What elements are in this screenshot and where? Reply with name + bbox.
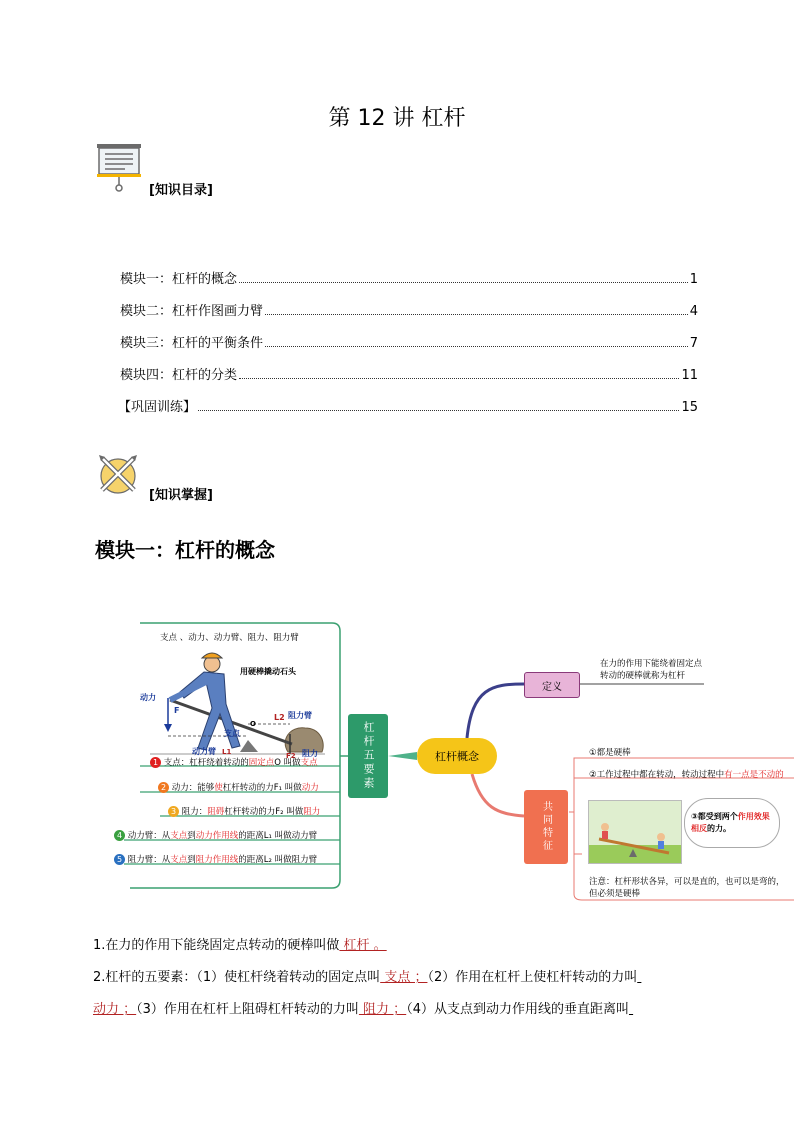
item-highlight: 阻力作用线 [195,855,239,865]
item-text: 阻力臂：从 [127,855,171,865]
item-number-badge: 1 [150,757,161,768]
item-highlight: 使 [214,783,223,793]
image-caption: 用硬棒撬动石头 [240,667,296,676]
item-highlight: 固定点 [248,758,275,768]
toc-leader [265,313,688,315]
answer-blank[interactable]: 杠杆 。 [339,938,387,953]
item-text: 到 [187,855,196,865]
item-text: 到 [187,831,196,841]
element-item-4 [114,829,317,841]
question-text: 2.杠杆的五要素：（1）使杠杆绕着转动的固定点叫 [93,970,381,985]
toc-label: 模块二：杠杆作图画力臂 [120,304,264,319]
item-text: 的距离L₁ 叫做动力臂 [238,831,318,841]
toc-leader [239,377,679,379]
item-number-badge: 4 [114,830,125,841]
item-number-badge: 2 [158,782,169,793]
toc-item[interactable] [120,268,698,287]
item-text: 动力：能够 [171,783,215,793]
item-text: 的距离L₂ 叫做阻力臂 [238,855,318,865]
seesaw-illustration [588,800,682,864]
item-highlight: 动力作用线 [195,831,239,841]
toc-page: 1 [689,272,698,287]
toc-item[interactable] [120,364,698,383]
item-text: 杠杆转动的力F₁ 叫做 [222,783,302,793]
item-highlight: 阻力 [303,807,321,817]
catalog-label: [知识目录] [149,183,213,198]
question-2-cont [93,998,633,1017]
label-F2: F2 [286,752,296,760]
item-highlight: 支点 [170,831,188,841]
center-node: 杠杆概念 [417,738,497,774]
page-title: 第 12 讲 杠杆 [328,106,466,131]
note-text: 注意：杠杆形状各异，可以是直的，也可以是弯的，但必须是硬棒 [589,877,785,899]
toc-page: 15 [681,400,698,415]
toc-page: 4 [689,304,698,319]
label-O: O [250,720,256,728]
item-highlight: 支点 [300,758,318,768]
question-text: 1.在力的作用下能绕固定点转动的硬棒叫做 [93,938,340,953]
element-item-5 [114,853,317,865]
item-highlight: 阻碍 [207,807,225,817]
common-features-box: 共同特征 [524,790,568,864]
toc-leader [265,345,688,347]
item-text: O 叫做 [274,758,301,768]
feature-text: ③都受到两个 [691,812,738,821]
toc-leader [198,409,679,411]
element-item-1 [150,756,318,768]
question-1 [93,934,387,953]
toc-page: 7 [689,336,698,351]
label-F1: F [174,706,180,715]
answer-blank[interactable]: 阻力 ； [358,1002,407,1017]
presentation-board-icon [95,142,143,196]
toc-page: 11 [681,368,698,383]
feature-1: ①都是硬棒 [589,748,631,758]
toc-label: 【巩固训练】 [118,400,197,415]
knowledge-label: [知识掌握] [149,488,213,503]
definition-box: 定义 [524,672,580,698]
answer-blank[interactable]: 支点 ； [380,970,428,985]
label-fulcrum: 支点 [224,729,240,738]
toc-label: 模块一：杠杆的概念 [120,272,238,287]
blank-underline [637,970,641,985]
item-text: 支点：杠杆绕着转动的 [163,758,249,768]
toc-leader [239,281,688,283]
feature-highlight: 有一点是不动的 [724,770,784,780]
toc-item[interactable] [118,396,698,415]
mindmap [112,618,794,908]
mindmap-elements-list: 支点 、动力、动力臂、阻力、阻力臂 [160,633,299,643]
label-resist-arm: 阻力臂 [288,711,312,720]
answer-blank[interactable]: 动力 ； [93,1002,137,1017]
question-2 [93,966,641,985]
item-text: 动力臂：从 [127,831,171,841]
question-text: （2）作用在杠杆上使杠杆转动的力叫 [427,970,638,985]
feature-2 [589,768,784,780]
label-power-arm: 动力臂 [192,747,216,756]
item-highlight: 动力 [301,783,319,793]
element-item-2 [158,781,319,793]
item-number-badge: 5 [114,854,125,865]
definition-text: 在力的作用下能绕着固定点转动的硬棒就称为杠杆 [600,659,703,681]
item-text: 杠杆转动的力F₂ 叫做 [224,807,304,817]
lever-illustration [140,648,330,760]
label-L1: L1 [222,748,232,756]
label-resist: 阻力 [302,749,318,758]
toc-item[interactable] [120,300,698,319]
module1-heading: 模块一：杠杆的概念 [95,538,275,562]
item-number-badge: 3 [168,806,179,817]
feature-text: ②工作过程中都在转动，转动过程中 [589,770,725,780]
blank-underline [629,1002,633,1017]
toc-label: 模块三：杠杆的平衡条件 [120,336,264,351]
item-highlight: 支点 [170,855,188,865]
feature-3-bubble [684,798,780,848]
question-text: （3）作用在杠杆上阻碍杠杆转动的力叫 [136,1002,359,1017]
feature-text: 的力。 [707,824,731,833]
toc-label: 模块四：杠杆的分类 [120,368,238,383]
item-text: 阻力： [181,807,208,817]
toc-item[interactable] [120,332,698,351]
feature-highlight: 作用效果相反 [691,812,770,833]
element-item-3 [168,805,320,817]
question-text: （4）从支点到动力作用线的垂直距离叫 [406,1002,629,1017]
five-elements-box: 杠杆五要素 [348,714,388,798]
crossed-pencils-icon [96,452,140,500]
label-power: 动力 [140,693,156,702]
label-L2: L2 [274,713,285,722]
